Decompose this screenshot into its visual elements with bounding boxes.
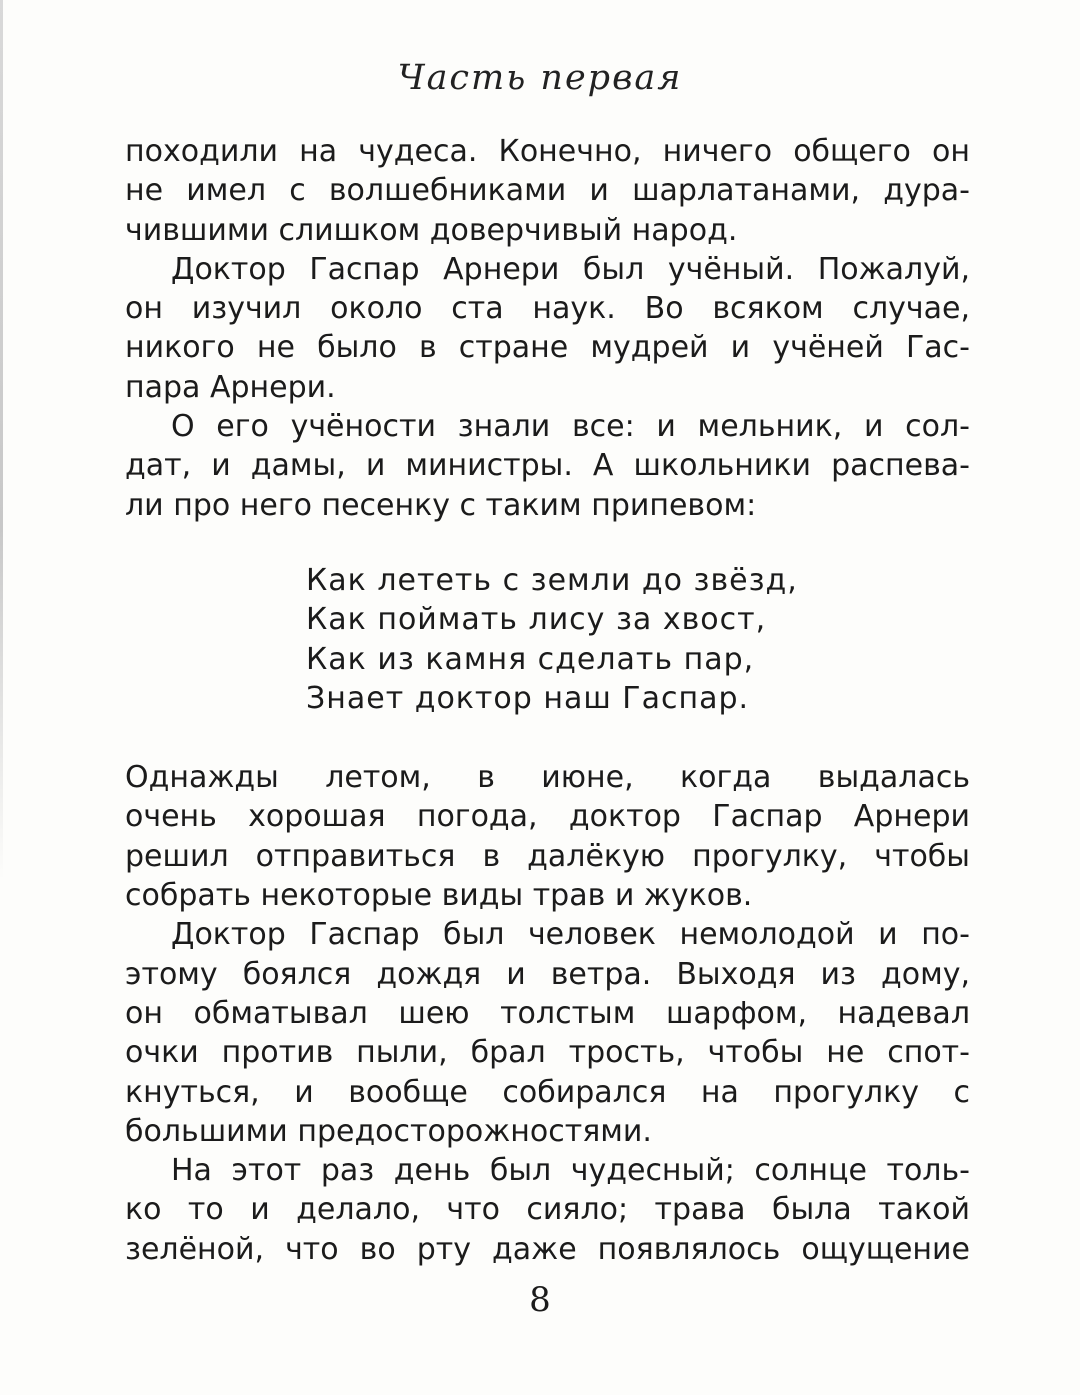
- verse-line: Как поймать лису за хвост,: [306, 602, 767, 638]
- text-line: ко то и делало, что сияло; трава была такой: [125, 1192, 970, 1228]
- paragraph-5: [125, 915, 970, 1151]
- text-line: На этот раз день был чудесный; солнце толь-: [171, 1153, 970, 1189]
- text-line: большими предосторожностями.: [125, 1113, 652, 1149]
- text-line: чившими слишком доверчивый народ.: [125, 212, 738, 248]
- verse-line: Как лететь с земли до звёзд,: [306, 562, 798, 598]
- text-line: О его учёности знали все: и мельник, и сол-: [171, 409, 970, 445]
- text-line: Доктор Гаспар был человек немолодой и по-: [171, 917, 970, 953]
- body-text: [125, 132, 970, 1269]
- paragraph-4: [125, 758, 970, 915]
- page-number: 8: [529, 1280, 551, 1320]
- text-line: очки против пыли, брал трость, чтобы не спот-: [125, 1035, 970, 1071]
- text-line: Однажды летом, в июне, когда выдалась: [125, 760, 970, 796]
- text-line: очень хорошая погода, доктор Гаспар Арнери: [125, 799, 970, 835]
- text-line: кнуться, и вообще собирался на прогулку с: [125, 1074, 970, 1110]
- text-line: не имел с волшебниками и шарлатанами, дура-: [125, 173, 970, 209]
- text-line: пара Арнери.: [125, 369, 336, 405]
- text-line: собрать некоторые виды трав и жуков.: [125, 878, 753, 914]
- text-line: он изучил около ста наук. Во всяком случае,: [125, 291, 970, 327]
- text-line: зелёной, что во рту даже появлялось ощущение: [125, 1231, 970, 1267]
- paragraph-2: [125, 250, 970, 407]
- paragraph-3: [125, 407, 970, 525]
- paragraph-6: [125, 1151, 970, 1269]
- scan-edge-shadow: [0, 0, 3, 880]
- text-line: он обматывал шею толстым шарфом, надевал: [125, 995, 970, 1031]
- verse-line: Как из камня сделать пар,: [306, 641, 755, 677]
- text-line: Доктор Гаспар Арнери был учёный. Пожалуй,: [171, 251, 970, 287]
- paragraph-1: [125, 132, 970, 250]
- text-line: дат, и дамы, и министры. А школьники распева-: [125, 448, 970, 484]
- verse-block: [306, 561, 970, 718]
- text-line: никого не было в стране мудрей и учёней Гас-: [125, 330, 970, 366]
- text-line: решил отправиться в далёкую прогулку, чтобы: [125, 838, 970, 874]
- text-line: ли про него песенку с таким припевом:: [125, 487, 757, 523]
- text-line: походили на чудеса. Конечно, ничего общего он: [125, 134, 970, 169]
- running-head: Часть первая: [397, 58, 683, 98]
- verse-line: Знает доктор наш Гаспар.: [306, 680, 750, 716]
- text-line: этому боялся дождя и ветра. Выходя из дому,: [125, 956, 970, 992]
